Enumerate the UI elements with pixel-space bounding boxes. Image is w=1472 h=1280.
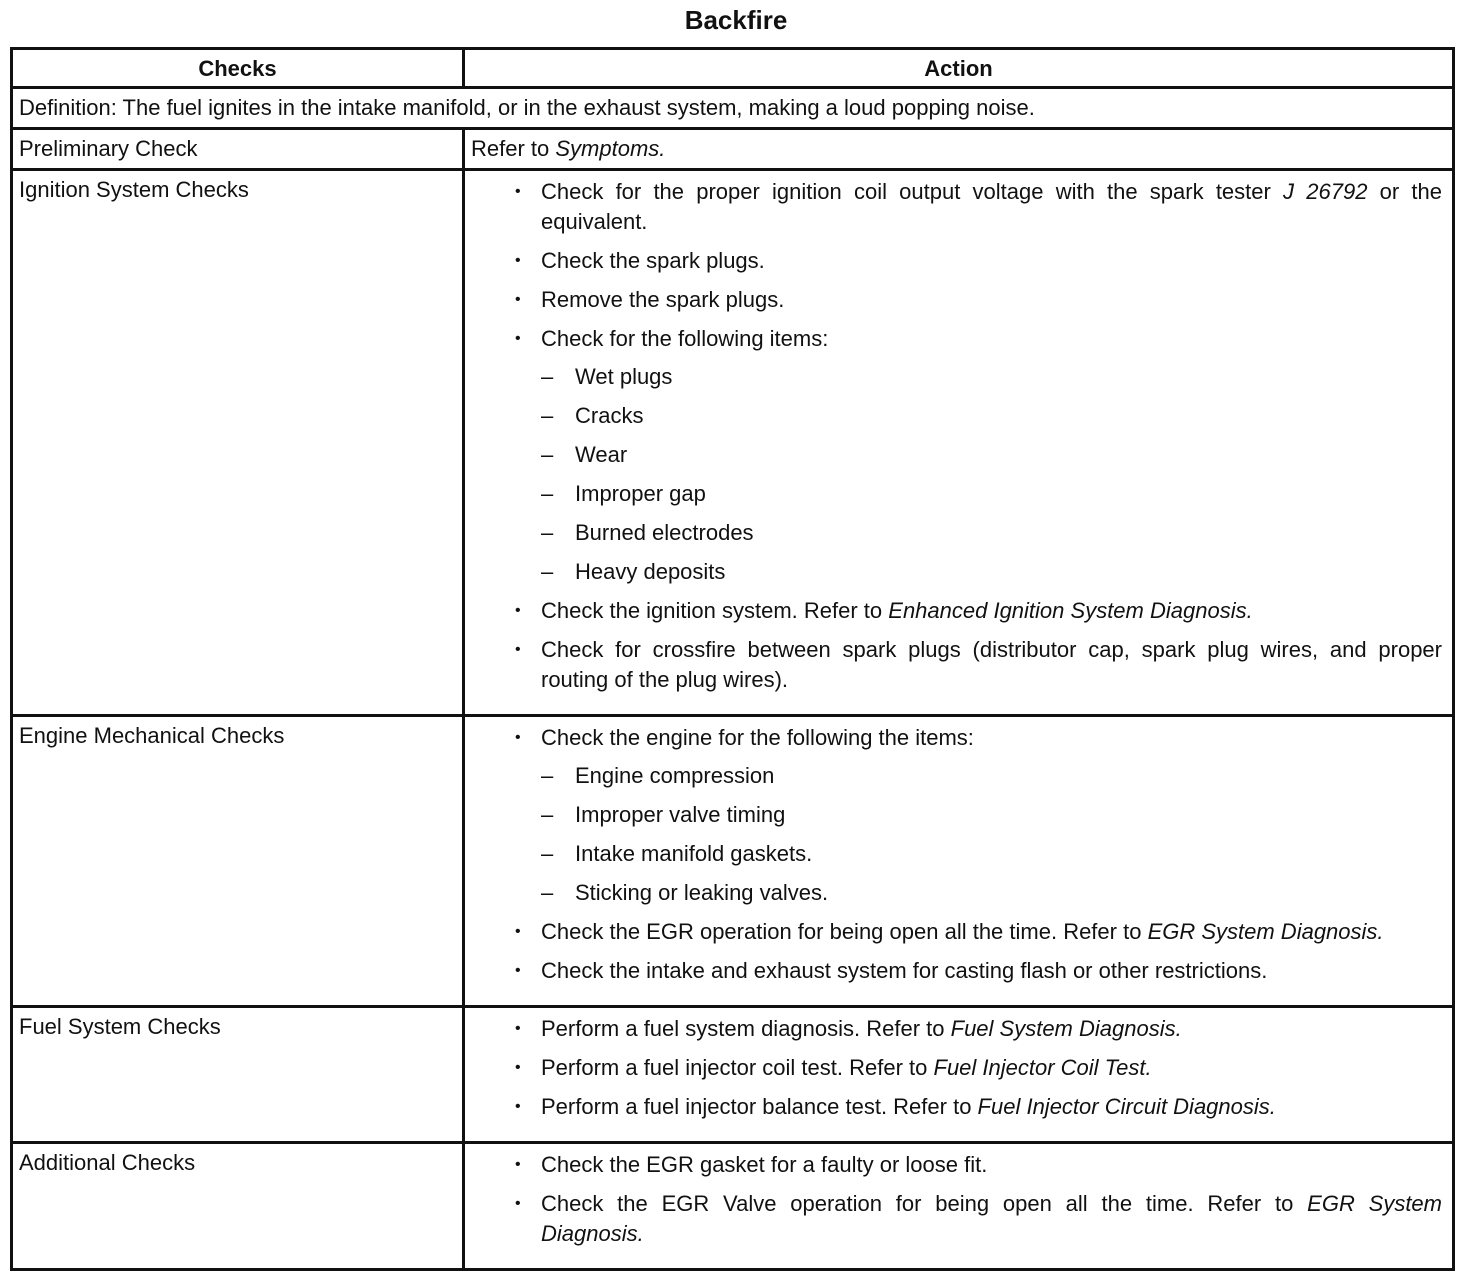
fuel-system-diagnosis-ref: Fuel System Diagnosis. <box>950 1016 1182 1041</box>
fuel-bullet-3 <box>471 1092 1442 1122</box>
header-action: Action <box>464 49 1454 88</box>
definition-text: Definition: The fuel ignites in the intake manifold, or in the exhaust system, making a loud popping noise. <box>12 88 1454 129</box>
engine-sub-item: – Sticking or leaking valves. <box>541 878 1442 908</box>
ignition-sub-item: – Cracks <box>541 401 1442 431</box>
fuel-row <box>12 1007 1454 1143</box>
ignition-actions <box>464 170 1454 716</box>
ignition-sub-item: – Wear <box>541 440 1442 470</box>
definition-row <box>12 88 1454 129</box>
egr-system-diagnosis-ref: EGR System Diagnosis. <box>541 1191 1442 1246</box>
engine-actions <box>464 716 1454 1007</box>
engine-label: Engine Mechanical Checks <box>12 716 464 1007</box>
ignition-bullet-list <box>471 175 1446 710</box>
ignition-bullet-6: • Check for crossfire between spark plugs (distributor cap, spark plug wires, and proper routing of the plug wires). <box>471 635 1442 695</box>
fuel-bullet-3-text: Perform a fuel injector balance test. Refer to <box>541 1094 978 1119</box>
ignition-bullet-3: • Remove the spark plugs. <box>471 285 1442 315</box>
additional-actions <box>464 1143 1454 1270</box>
fuel-injector-coil-test-ref: Fuel Injector Coil Test. <box>933 1055 1152 1080</box>
additional-bullet-1: • Check the EGR gasket for a faulty or loose fit. <box>471 1150 1442 1180</box>
header-checks: Checks <box>12 49 464 88</box>
ignition-sub-item: – Wet plugs <box>541 362 1442 392</box>
page-title: Backfire <box>684 5 788 35</box>
engine-bullet-1 <box>471 723 1442 908</box>
engine-sub-list <box>541 761 1442 908</box>
egr-diagnosis-ref: EGR System Diagnosis. <box>1147 919 1384 944</box>
ignition-bullet-1-text: Check for the proper ignition coil output voltage with the spark tester <box>541 179 1284 204</box>
ignition-bullet-4 <box>471 324 1442 587</box>
engine-bullet-1-text: Check the engine for the following the items: <box>541 725 974 750</box>
table-header-row <box>12 49 1454 88</box>
engine-bullet-list <box>471 721 1446 1001</box>
preliminary-ref: Symptoms. <box>555 136 666 161</box>
ignition-sub-item: – Improper gap <box>541 479 1442 509</box>
spark-tester-ref: J 26792 <box>1283 179 1368 204</box>
preliminary-text: Refer to <box>471 136 556 161</box>
fuel-bullet-list <box>471 1012 1446 1137</box>
ignition-sub-item: – Heavy deposits <box>541 557 1442 587</box>
diagnostic-table <box>10 47 1455 1271</box>
engine-sub-item: – Engine compression <box>541 761 1442 791</box>
preliminary-action <box>464 129 1454 170</box>
fuel-bullet-2-text: Perform a fuel injector coil test. Refer to <box>541 1055 934 1080</box>
fuel-bullet-2 <box>471 1053 1442 1083</box>
ignition-bullet-1-after: or the equivalent. <box>541 179 1442 234</box>
fuel-bullet-1 <box>471 1014 1442 1044</box>
fuel-actions <box>464 1007 1454 1143</box>
engine-bullet-3: • Check the intake and exhaust system for casting flash or other restrictions. <box>471 956 1442 986</box>
fuel-injector-circuit-diagnosis-ref: Fuel Injector Circuit Diagnosis. <box>977 1094 1276 1119</box>
ignition-bullet-4-text: Check for the following items: <box>541 326 829 351</box>
engine-sub-item: – Intake manifold gaskets. <box>541 839 1442 869</box>
additional-bullet-list <box>471 1148 1446 1264</box>
engine-bullet-2 <box>471 917 1442 947</box>
additional-label: Additional Checks <box>12 1143 464 1270</box>
engine-bullet-2-text: Check the EGR operation for being open all the time. Refer to <box>541 919 1148 944</box>
engine-sub-item: – Improper valve timing <box>541 800 1442 830</box>
ignition-bullet-2: • Check the spark plugs. <box>471 246 1442 276</box>
ignition-bullet-5 <box>471 596 1442 626</box>
ignition-sub-item: – Burned electrodes <box>541 518 1442 548</box>
ignition-sub-list <box>541 362 1442 587</box>
ignition-row <box>12 170 1454 716</box>
ignition-diagnosis-ref: Enhanced Ignition System Diagnosis. <box>888 598 1253 623</box>
additional-row <box>12 1143 1454 1270</box>
engine-row <box>12 716 1454 1007</box>
ignition-bullet-1 <box>471 177 1442 237</box>
additional-bullet-2 <box>471 1189 1442 1249</box>
fuel-bullet-1-text: Perform a fuel system diagnosis. Refer to <box>541 1016 951 1041</box>
preliminary-label: Preliminary Check <box>12 129 464 170</box>
preliminary-row <box>12 129 1454 170</box>
additional-bullet-2-text: Check the EGR Valve operation for being open all the time. Refer to <box>541 1191 1308 1216</box>
ignition-label: Ignition System Checks <box>12 170 464 716</box>
fuel-label: Fuel System Checks <box>12 1007 464 1143</box>
ignition-bullet-5-text: Check the ignition system. Refer to <box>541 598 889 623</box>
